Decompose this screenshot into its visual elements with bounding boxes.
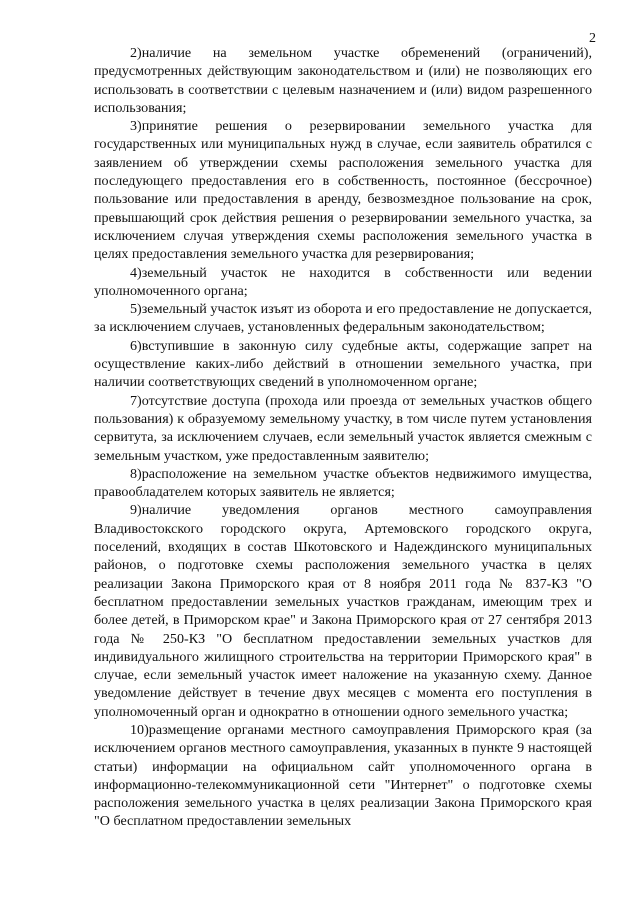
paragraph-item-8: 8)расположение на земельном участке объектов недвижимого имущества, правообладателем которых заявитель не является; — [94, 465, 592, 501]
document-body — [94, 44, 592, 831]
paragraph-item-10: 10)размещение органами местного самоуправления Приморского края (за исключением органов местного самоуправления, указанных в пункте 9 настоящей статьи) информации на официальном сайт уполномоченного органа в информационно-телекоммуникационной сети "Интернет" о подготовке схемы расположения земельного участка в целях реализации Закона Приморского края "О бесплатном предоставлении земельных — [94, 721, 592, 830]
page-number: 2 — [589, 31, 596, 46]
paragraph-item-4: 4)земельный участок не находится в собственности или ведении уполномоченного органа; — [94, 264, 592, 299]
paragraph-item-3: 3)принятие решения о резервировании земельного участка для государственных или муниципальных нужд в случае, если заявитель обратился с заявлением об утверждении схемы расположения земельного участка для последующего предоставления его в собственность, постоянное (бессрочное) пользование или предоставления в аренду, безвозмездное пользование на срок, превышающий срок действия решения о резервировании земельного участка, за исключением случая утверждения схемы расположения земельного участка в целях предоставления земельного участка для резервирования; — [94, 118, 592, 263]
paragraph-item-2: 2)наличие на земельном участке обременений (ограничений), предусмотренных действующим законодательством и (или) не позволяющих его использовать в соответствии с целевым назначением и (или) видом разрешенного использования; — [94, 45, 592, 116]
paragraph-item-6: 6)вступившие в законную силу судебные акты, содержащие запрет на осуществление каких-либо действий в отношении земельного участка, при наличии соответствующих сведений в уполномоченном органе; — [94, 337, 592, 391]
paragraph-item-9: 9)наличие уведомления органов местного самоуправления Владивостокского городского округа, Артемовского городского округа, поселений, входящих в состав Шкотовского и Надеждинского муниципальных районов, о подготовке схемы расположения земельного участка в целях реализации Закона Приморского края от 8 ноября 2011 года № 837-КЗ "О бесплатном предоставлении земельных участков гражданам, имеющим трех и более детей, в Приморском крае" и Закона Приморского края от 27 сентября 2013 года № 250-КЗ "О бесплатном предоставлении земельных участков для индивидуального жилищного строительства на территории Приморского края" в случае, если земельный участок имеет наложение на указанную схему. Данное уведомление действует в течение двух месяцев с момента его поступления в уполномоченный орган и однократно в отношении одного земельного участка; — [94, 502, 592, 720]
paragraph-item-7: 7)отсутствие доступа (прохода или проезда от земельных участков общего пользования) к образуемому земельному участку, в том числе путем установления сервитута, за исключением случаев, если земельный участок является смежным с земельным участком, уже предоставленным заявителю; — [94, 392, 592, 464]
paragraph-item-5: 5)земельный участок изъят из оборота и его предоставление не допускается, за исключением случаев, установленных федеральным законодательством; — [94, 301, 592, 336]
